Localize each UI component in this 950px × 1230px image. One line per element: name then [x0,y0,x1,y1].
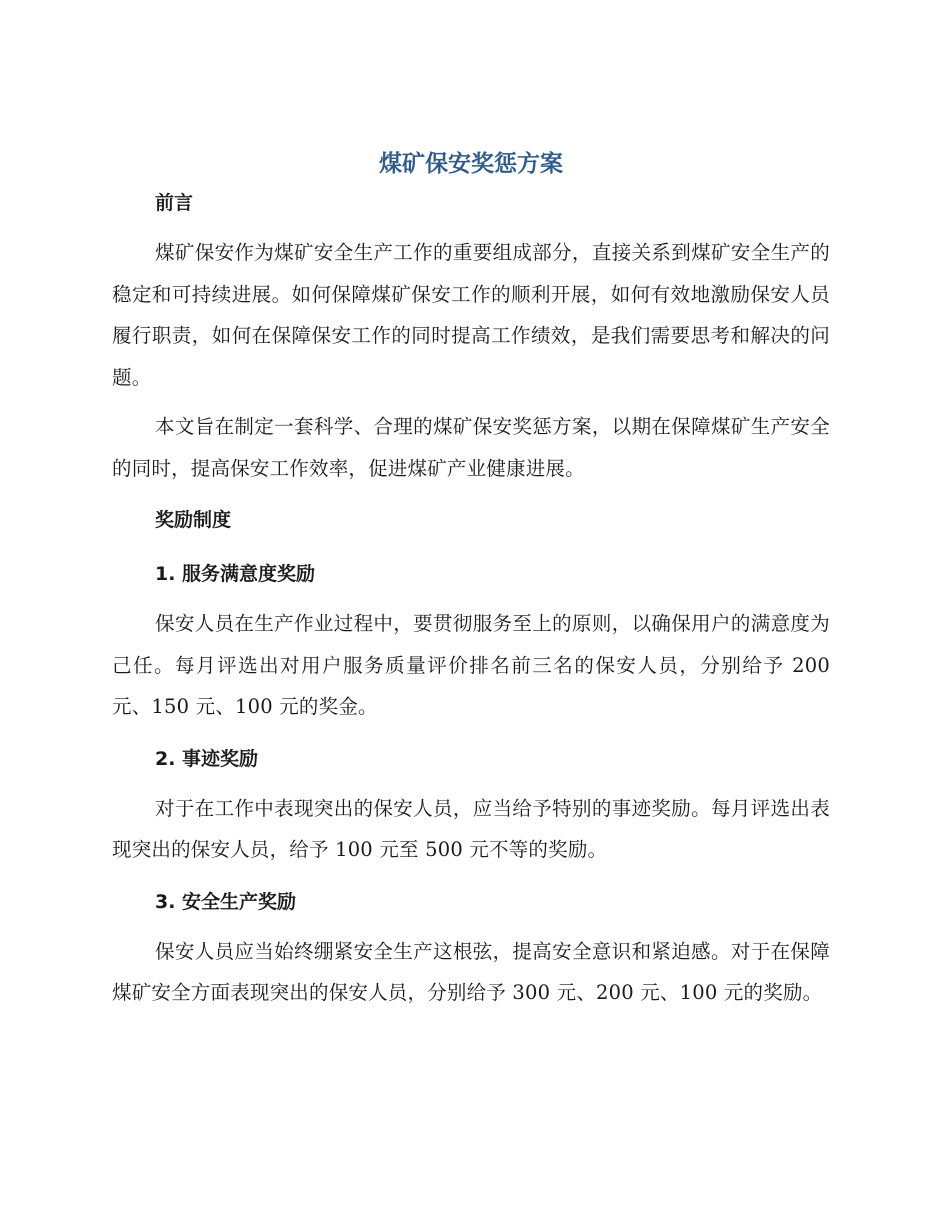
section-heading-preface: 前言 [155,192,194,214]
paragraph-satisfaction-reward: 保安人员在生产作业过程中，要贯彻服务至上的原则，以确保用户的满意度为己任。每月评选出对用户服务质量评价排名前三名的保安人员，分别给予 200 元、150 元、100 元的奖金。 [112,612,830,718]
section-heading-satisfaction-reward: 1. 服务满意度奖励 [155,563,316,585]
paragraph-safety-reward: 保安人员应当始终绷紧安全生产这根弦，提高安全意识和紧迫感。对于在保障煤矿安全方面表现突出的保安人员，分别给予 300 元、200 元、100 元的奖励。 [112,939,830,1004]
section-heading-rewards: 奖励制度 [155,509,232,531]
document-page [112,148,830,1014]
paragraph-preface-1: 煤矿保安作为煤矿安全生产工作的重要组成部分，直接关系到煤矿安全生产的稳定和可持续进展。如何保障煤矿保安工作的顺利开展，如何有效地激励保安人员履行职责，如何在保障保安工作的同时提高工作绩效，是我们需要思考和解决的问题。 [112,241,830,389]
paragraph-preface-2: 本文旨在制定一套科学、合理的煤矿保安奖惩方案，以期在保障煤矿生产安全的同时，提高保安工作效率，促进煤矿产业健康进展。 [112,415,830,480]
document-title: 煤矿保安奖惩方案 [379,151,563,177]
section-heading-deed-reward: 2. 事迹奖励 [155,747,259,770]
section-heading-safety-reward: 3. 安全生产奖励 [155,890,297,913]
paragraph-deed-reward: 对于在工作中表现突出的保安人员，应当给予特别的事迹奖励。每月评选出表现突出的保安人员，给予 100 元至 500 元不等的奖励。 [112,796,830,861]
